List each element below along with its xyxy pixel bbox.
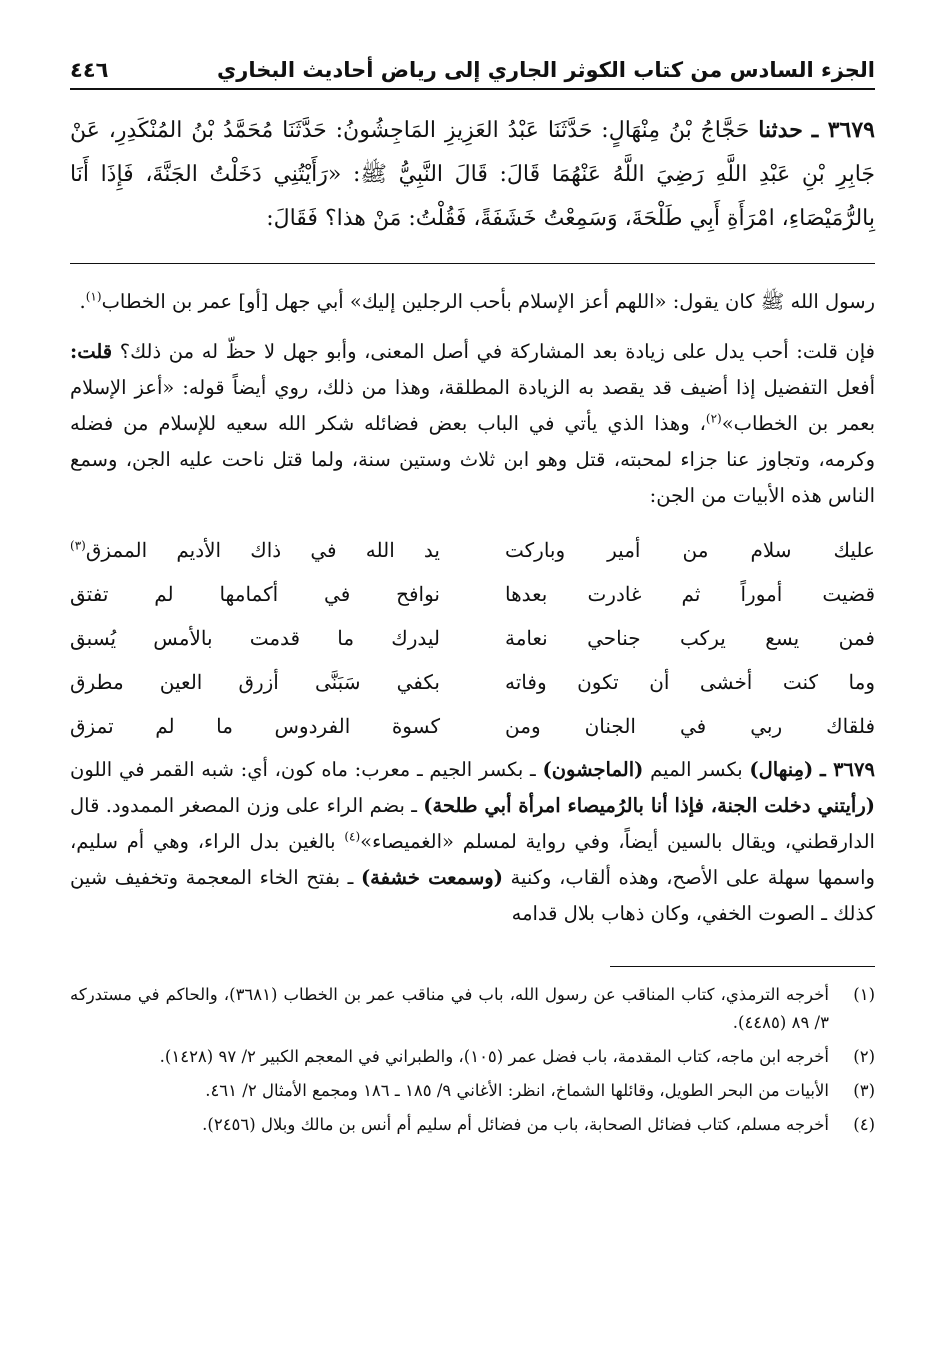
- question-answer-b: ، وهذا الذي يأتي في الباب بعض فضائله شكر الله سعيه للإسلام من فضله وكرمه، وتجاوز عنا جزاء لمحبته، قتل وهو ابن ثلاث وستين سنة، ولما قتل ناحت عليه الجن، وسمع الناس هذه الأبيات من الجن:: [70, 412, 875, 507]
- footnote-text: أخرجه مسلم، كتاب فضائل الصحابة، باب من فضائل أم سليم أم أنس بن مالك وبلال (٢٤٥٦).: [202, 1115, 829, 1134]
- footnote-ref-4[interactable]: (٤): [344, 829, 361, 844]
- commentary-text-4: بالغين بدل الراء، وهي أم سليم، واسمها سهلة على الأصح، وهذه ألقاب، وكنية: [70, 830, 875, 889]
- poem-verse: [70, 704, 875, 748]
- footnotes: [70, 981, 875, 1139]
- verse-second-hemistich: ليدرك ما قدمت بالأمس يُسبق: [70, 626, 440, 650]
- verse-first-hemistich: وما كنت أخشى أن تكون وفاته: [505, 670, 875, 694]
- poem-verse: [70, 528, 875, 572]
- verse-first-hemistich: فمن يسع يركب جناحي نعامة: [505, 626, 875, 650]
- verse-second-text: يد الله في ذاك الأديم الممزق: [85, 538, 440, 562]
- verse-second-hemistich: كسوة الفردوس ما لم تمزق: [70, 714, 440, 738]
- term-minhal: (مِنهال): [749, 758, 814, 781]
- commentary-number: ٣٦٧٩ ـ: [820, 758, 875, 781]
- continuation-end: .: [79, 290, 86, 313]
- page-number: ٤٤٦: [70, 58, 109, 82]
- question-paragraph: [70, 334, 875, 514]
- verse-second-hemistich: [70, 538, 440, 562]
- commentary-text-5: ـ بفتح الخاء المعجمة وتخفيف شين كذلك ـ الصوت الخفي، وكان ذهاب بلال قدامه: [70, 866, 875, 925]
- footnote-ref-3[interactable]: (٣): [70, 538, 86, 553]
- poem-verse: [70, 572, 875, 616]
- commentary-text-3: ـ بضم الراء على وزن المصغر الممدود. قال الدارقطني، ويقال بالسين أيضاً، وفي رواية لمسلم «الغميصاء»: [70, 794, 875, 853]
- poem-verse: [70, 660, 875, 704]
- verse-first-hemistich: قضيت أموراً ثم غادرت بعدها: [505, 582, 875, 606]
- question-intro: فإن قلت: أحب يدل على زيادة بعد المشاركة في أصل المعنى، وأبو جهل لا حظّ له من ذلك؟: [119, 340, 875, 363]
- qultu-label: قلت:: [70, 340, 113, 363]
- hadith-haddathana: حدثنا: [758, 117, 803, 143]
- commentary-text-1: بكسر الميم: [650, 758, 743, 781]
- section-divider: [70, 263, 875, 264]
- footnote-number: (٢): [853, 1047, 875, 1066]
- commentary-paragraph: [70, 752, 875, 932]
- footnote-ref-2[interactable]: (٢): [705, 411, 722, 426]
- running-title: الجزء السادس من كتاب الكوثر الجاري إلى رياض أحاديث البخاري: [217, 58, 875, 82]
- footnote: [70, 981, 875, 1037]
- question-answer-a: أفعل التفضيل إذا أضيف قد يقصد به الزيادة المطلقة، وهذا من ذلك، روي أيضاً قوله: «أعز الإسلام بعمر بن الخطاب»: [70, 376, 875, 435]
- book-page: [70, 58, 875, 1145]
- hadith-body: حَجَّاجُ بْنُ مِنْهَالٍ: حَدَّثَنَا عَبْدُ العَزِيزِ المَاجِشُونُ: حَدَّثَنَا مُحَمَّدُ بْنُ المُنْكَدِرِ، عَنْ جَابِرِ بْنِ عَبْدِ اللَّهِ رَضِيَ اللَّهُ عَنْهُمَا قَالَ: قَالَ النَّبِيُّ ﷺ: «رَأَيْتُنِي دَخَلْتُ الجَنَّةَ، فَإِذَا أَنَا بِالرُّمَيْصَاءِ، امْرَأَةِ أَبِي طَلْحَةَ، وَسَمِعْتُ خَشَفَةً، فَقُلْتُ: مَنْ هذا؟ فَقَالَ:: [70, 118, 875, 231]
- commentary-text-2: ـ بكسر الجيم ـ معرب: ماه كون، أي: شبه القمر في اللون: [70, 758, 536, 781]
- verse-first-hemistich: عليك سلام من أمير وباركت: [505, 538, 875, 562]
- term-majishun: (الماجشون): [542, 758, 644, 781]
- verse-second-hemistich: نوافح في أكمامها لم تفتق: [70, 582, 440, 606]
- hadith-text: [70, 108, 875, 241]
- verse-first-hemistich: فلقاك ربي في الجنان ومن: [505, 714, 875, 738]
- footnote-number: (١): [853, 985, 875, 1004]
- footnote: [70, 1043, 875, 1071]
- footnote: [70, 1111, 875, 1139]
- page-header: [70, 58, 875, 90]
- hadith-number: ٣٦٧٩ ـ: [811, 117, 875, 143]
- footnote-text: أخرجه ابن ماجه، كتاب المقدمة، باب فضل عمر (١٠٥)، والطبراني في المعجم الكبير ٢/ ٩٧ (١٤٢٨).: [159, 1047, 829, 1066]
- footnote: [70, 1077, 875, 1105]
- continuation-paragraph: [70, 284, 875, 320]
- footnote-ref-1[interactable]: (١): [85, 289, 102, 304]
- poem: [70, 528, 875, 748]
- term-sami: (وسمعت خشفة): [360, 866, 503, 889]
- footnote-text: الأبيات من البحر الطويل، وقائلها الشماخ، انظر: الأغاني ٩/ ١٨٥ ـ ١٨٦ ومجمع الأمثال ٢/ ٤٦١.: [205, 1081, 829, 1100]
- term-quote: (رأيتني دخلت الجنة، فإذا أنا بالرُميصاء امرأة أبي طلحة): [423, 794, 875, 817]
- footnote-divider: [610, 966, 875, 967]
- poem-verse: [70, 616, 875, 660]
- continuation-text: رسول الله ﷺ كان يقول: «اللهم أعز الإسلام بأحب الرجلين إليك» أبي جهل [أو] عمر بن الخطاب: [101, 290, 875, 313]
- footnote-number: (٤): [853, 1115, 875, 1134]
- footnote-number: (٣): [853, 1081, 875, 1100]
- footnote-text: أخرجه الترمذي، كتاب المناقب عن رسول الله، باب في مناقب عمر بن الخطاب (٣٦٨١)، والحاكم في مستدركه ٣/ ٨٩ (٤٤٨٥).: [70, 985, 829, 1032]
- verse-second-hemistich: بكفي سَبَنَّى أزرق العين مطرق: [70, 670, 440, 694]
